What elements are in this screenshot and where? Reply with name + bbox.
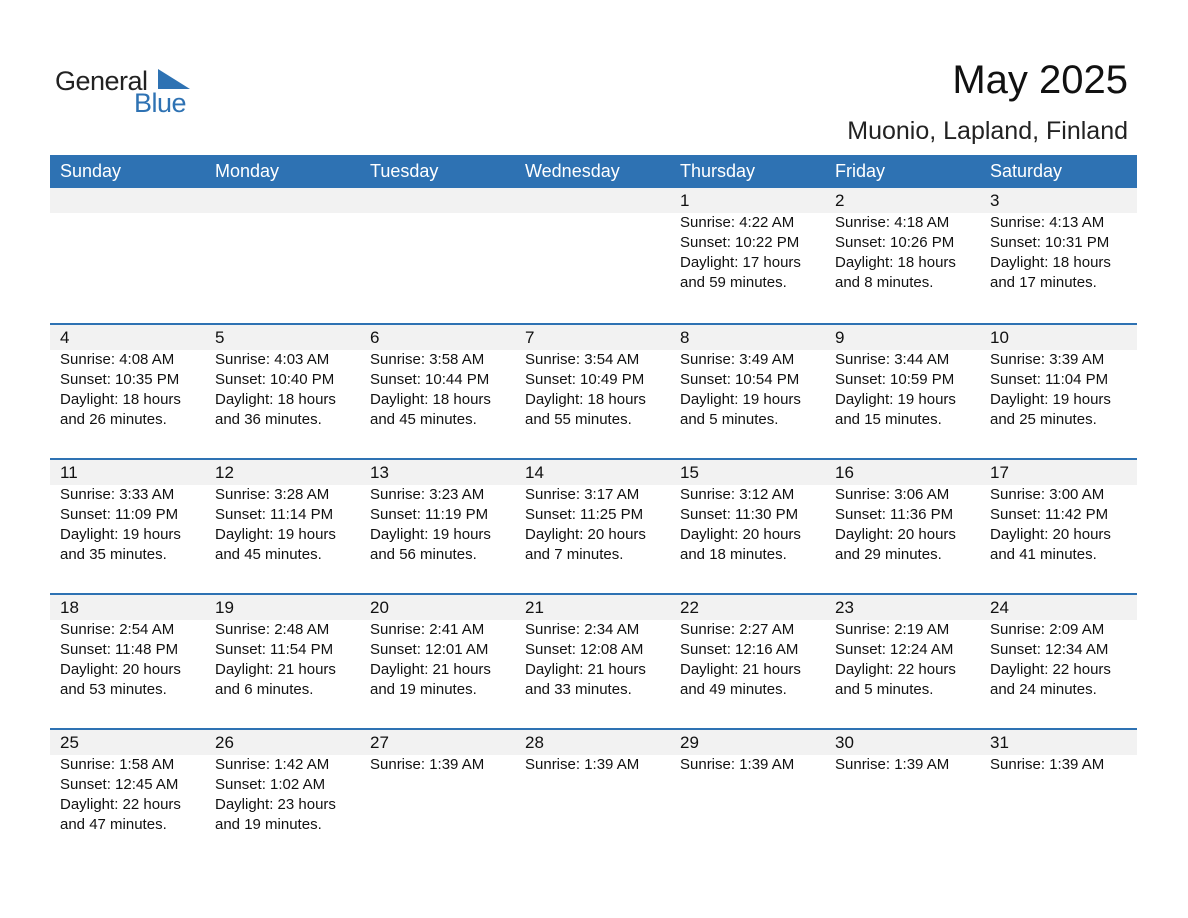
day-sun-info: Sunrise: 3:28 AM	[215, 486, 330, 503]
day-number: 20	[370, 598, 389, 617]
day-cell	[50, 730, 205, 835]
day-sun-info: Daylight: 18 hours	[215, 391, 336, 408]
weekday-label: Wednesday	[525, 161, 620, 181]
day-cell	[50, 595, 205, 700]
day-sun-info: Daylight: 21 hours	[370, 661, 491, 678]
day-sun-info: Sunset: 1:02 AM	[215, 776, 326, 793]
day-sun-info: and 49 minutes.	[680, 681, 787, 698]
day-sun-info: and 33 minutes.	[525, 681, 632, 698]
day-sun-info: Daylight: 21 hours	[680, 661, 801, 678]
day-sun-info: and 26 minutes.	[60, 411, 167, 428]
day-number: 17	[990, 463, 1009, 482]
day-sun-info: Sunset: 11:30 PM	[680, 506, 799, 523]
weekday-label: Tuesday	[370, 161, 439, 181]
day-sun-info: Sunrise: 2:27 AM	[680, 621, 795, 638]
day-sun-info: Sunset: 11:25 PM	[525, 506, 644, 523]
day-sun-info: Sunrise: 3:49 AM	[680, 351, 795, 368]
day-sun-info: Daylight: 20 hours	[680, 526, 801, 543]
page-title: May 2025	[952, 58, 1128, 102]
day-number: 11	[60, 463, 78, 482]
day-sun-info: Sunrise: 2:54 AM	[60, 621, 175, 638]
day-sun-info: Sunrise: 3:06 AM	[835, 486, 950, 503]
day-number	[370, 188, 515, 213]
day-number: 19	[215, 598, 234, 617]
day-cell	[515, 188, 670, 293]
day-sun-info: Daylight: 19 hours	[990, 391, 1111, 408]
day-sun-info: Sunrise: 1:58 AM	[60, 756, 175, 773]
day-sun-info: Daylight: 18 hours	[835, 254, 956, 271]
day-cell	[50, 188, 205, 293]
day-sun-info: Sunrise: 2:48 AM	[215, 621, 330, 638]
day-cell	[360, 460, 515, 565]
day-sun-info: Sunset: 10:40 PM	[215, 371, 335, 388]
day-number: 22	[680, 598, 699, 617]
day-cell	[360, 730, 515, 835]
day-sun-info: Sunrise: 4:18 AM	[835, 214, 950, 231]
day-sun-info: Daylight: 20 hours	[60, 661, 181, 678]
calendar-week	[50, 323, 1137, 458]
day-cell	[50, 325, 205, 430]
day-sun-info: Sunrise: 1:42 AM	[215, 756, 330, 773]
day-number: 5	[215, 328, 225, 347]
weekday-label: Friday	[835, 161, 886, 181]
day-number: 30	[835, 733, 854, 752]
day-sun-info: Sunrise: 3:44 AM	[835, 351, 950, 368]
day-sun-info: Sunset: 10:31 PM	[990, 234, 1110, 251]
day-sun-info: and 47 minutes.	[60, 816, 167, 833]
day-sun-info: Sunset: 10:44 PM	[370, 371, 490, 388]
day-sun-info: and 5 minutes.	[680, 411, 779, 428]
day-sun-info: and 29 minutes.	[835, 546, 942, 563]
day-number: 7	[525, 328, 535, 347]
day-sun-info: Sunset: 12:24 AM	[835, 641, 954, 658]
day-sun-info: Daylight: 20 hours	[990, 526, 1111, 543]
day-number: 21	[525, 598, 544, 617]
day-sun-info: and 19 minutes.	[370, 681, 477, 698]
day-sun-info: Sunset: 12:16 AM	[680, 641, 799, 658]
day-number: 28	[525, 733, 544, 752]
day-sun-info: Sunrise: 3:17 AM	[525, 486, 640, 503]
day-number	[215, 188, 360, 213]
day-number: 23	[835, 598, 854, 617]
day-sun-info: and 59 minutes.	[680, 274, 787, 291]
day-sun-info: Sunset: 11:04 PM	[990, 371, 1109, 388]
day-sun-info: Sunset: 11:19 PM	[370, 506, 489, 523]
day-number: 4	[60, 328, 70, 347]
day-sun-info: Sunrise: 3:58 AM	[370, 351, 485, 368]
day-sun-info: Daylight: 17 hours	[680, 254, 801, 271]
day-cell	[50, 460, 205, 565]
day-cell	[980, 460, 1137, 565]
day-cell	[205, 595, 360, 700]
day-cell	[825, 595, 980, 700]
day-number: 27	[370, 733, 389, 752]
day-number: 24	[990, 598, 1009, 617]
day-cell	[515, 595, 670, 700]
week-days	[50, 325, 1137, 430]
calendar-week	[50, 188, 1137, 323]
day-sun-info: Daylight: 22 hours	[990, 661, 1111, 678]
day-sun-info: Sunrise: 1:39 AM	[680, 756, 795, 773]
day-sun-info: Sunrise: 3:23 AM	[370, 486, 485, 503]
day-sun-info: and 5 minutes.	[835, 681, 934, 698]
day-cell	[360, 188, 515, 293]
day-sun-info: Sunrise: 2:34 AM	[525, 621, 640, 638]
day-sun-info: and 55 minutes.	[525, 411, 632, 428]
day-cell	[980, 325, 1137, 430]
calendar-weeks	[50, 188, 1137, 863]
day-number: 26	[215, 733, 234, 752]
day-number: 1	[680, 191, 690, 210]
day-number: 2	[835, 191, 845, 210]
day-sun-info: Sunrise: 2:41 AM	[370, 621, 485, 638]
weekday-label: Monday	[215, 161, 280, 181]
day-sun-info: and 17 minutes.	[990, 274, 1097, 291]
day-sun-info: Sunrise: 3:54 AM	[525, 351, 640, 368]
day-cell	[980, 730, 1137, 835]
day-sun-info: Daylight: 23 hours	[215, 796, 336, 813]
day-sun-info: Daylight: 19 hours	[60, 526, 181, 543]
day-sun-info: and 56 minutes.	[370, 546, 477, 563]
day-cell	[360, 595, 515, 700]
calendar-week	[50, 728, 1137, 863]
day-sun-info: Sunset: 12:08 AM	[525, 641, 644, 658]
day-sun-info: and 18 minutes.	[680, 546, 787, 563]
day-sun-info: and 19 minutes.	[215, 816, 322, 833]
day-number	[525, 188, 670, 213]
day-sun-info: and 6 minutes.	[215, 681, 314, 698]
day-sun-info: Daylight: 19 hours	[835, 391, 956, 408]
weekday-header	[50, 155, 1137, 188]
day-sun-info: Sunset: 10:54 PM	[680, 371, 800, 388]
day-sun-info: and 36 minutes.	[215, 411, 322, 428]
day-sun-info: and 15 minutes.	[835, 411, 942, 428]
day-sun-info: Daylight: 20 hours	[835, 526, 956, 543]
day-number: 12	[215, 463, 234, 482]
day-sun-info: Sunset: 12:45 AM	[60, 776, 179, 793]
day-cell	[980, 595, 1137, 700]
day-cell	[515, 325, 670, 430]
day-sun-info: Sunrise: 4:03 AM	[215, 351, 330, 368]
day-cell	[205, 730, 360, 835]
day-sun-info: Daylight: 18 hours	[990, 254, 1111, 271]
week-days	[50, 730, 1137, 835]
day-sun-info: Daylight: 22 hours	[835, 661, 956, 678]
day-sun-info: Sunset: 10:35 PM	[60, 371, 180, 388]
day-cell	[515, 460, 670, 565]
day-sun-info: and 35 minutes.	[60, 546, 167, 563]
logo-triangle-icon	[158, 69, 190, 89]
day-sun-info: Sunrise: 3:33 AM	[60, 486, 175, 503]
weekday-label: Saturday	[990, 161, 1063, 181]
day-cell	[825, 325, 980, 430]
day-sun-info: Daylight: 22 hours	[60, 796, 181, 813]
day-sun-info: Sunrise: 3:12 AM	[680, 486, 795, 503]
day-cell	[825, 730, 980, 835]
day-sun-info: Sunset: 12:34 AM	[990, 641, 1109, 658]
day-cell	[670, 460, 825, 565]
weekday-label: Thursday	[680, 161, 756, 181]
day-cell	[205, 460, 360, 565]
day-sun-info: Sunrise: 2:19 AM	[835, 621, 950, 638]
day-sun-info: and 45 minutes.	[370, 411, 477, 428]
day-cell	[670, 730, 825, 835]
day-number: 31	[990, 733, 1009, 752]
week-days	[50, 188, 1137, 293]
day-number: 9	[835, 328, 845, 347]
day-number: 29	[680, 733, 699, 752]
logo-word-general: General	[55, 66, 148, 96]
day-sun-info: and 24 minutes.	[990, 681, 1097, 698]
day-sun-info: and 25 minutes.	[990, 411, 1097, 428]
day-cell	[980, 188, 1137, 293]
day-sun-info: Sunset: 10:26 PM	[835, 234, 955, 251]
day-sun-info: Sunset: 10:49 PM	[525, 371, 645, 388]
day-cell	[205, 325, 360, 430]
week-days	[50, 595, 1137, 700]
day-cell	[670, 325, 825, 430]
day-sun-info: Sunrise: 3:39 AM	[990, 351, 1105, 368]
day-sun-info: Daylight: 19 hours	[680, 391, 801, 408]
day-sun-info: Daylight: 20 hours	[525, 526, 646, 543]
day-sun-info: Sunset: 11:48 PM	[60, 641, 179, 658]
day-sun-info: Daylight: 18 hours	[60, 391, 181, 408]
day-cell	[825, 460, 980, 565]
day-number: 14	[525, 463, 544, 482]
day-sun-info: and 45 minutes.	[215, 546, 322, 563]
day-cell	[670, 595, 825, 700]
day-cell	[515, 730, 670, 835]
day-sun-info: Sunset: 11:42 PM	[990, 506, 1109, 523]
day-number: 15	[680, 463, 699, 482]
day-cell	[205, 188, 360, 293]
day-sun-info: Sunset: 11:09 PM	[60, 506, 179, 523]
calendar-week	[50, 593, 1137, 728]
day-sun-info: Daylight: 21 hours	[525, 661, 646, 678]
day-cell	[360, 325, 515, 430]
day-number: 10	[990, 328, 1009, 347]
day-number: 8	[680, 328, 690, 347]
day-number: 18	[60, 598, 79, 617]
day-sun-info: and 8 minutes.	[835, 274, 934, 291]
logo	[55, 62, 205, 122]
day-cell	[670, 188, 825, 293]
day-sun-info: Sunrise: 1:39 AM	[370, 756, 485, 773]
day-number: 6	[370, 328, 380, 347]
day-sun-info: Daylight: 18 hours	[525, 391, 646, 408]
day-sun-info: and 41 minutes.	[990, 546, 1097, 563]
day-sun-info: Daylight: 21 hours	[215, 661, 336, 678]
day-sun-info: Sunset: 11:36 PM	[835, 506, 954, 523]
day-number: 25	[60, 733, 79, 752]
day-sun-info: Sunset: 11:14 PM	[215, 506, 334, 523]
day-sun-info: Sunset: 11:54 PM	[215, 641, 334, 658]
week-days	[50, 460, 1137, 565]
logo-word-blue: Blue	[134, 88, 187, 118]
day-sun-info: Sunset: 12:01 AM	[370, 641, 489, 658]
day-sun-info: and 7 minutes.	[525, 546, 624, 563]
weekday-label: Sunday	[60, 161, 122, 181]
day-sun-info: Daylight: 18 hours	[370, 391, 491, 408]
day-number: 13	[370, 463, 389, 482]
day-sun-info: Sunset: 10:59 PM	[835, 371, 955, 388]
day-sun-info: Sunrise: 4:08 AM	[60, 351, 175, 368]
day-sun-info: Sunrise: 4:22 AM	[680, 214, 795, 231]
day-sun-info: Sunrise: 1:39 AM	[525, 756, 640, 773]
day-number	[60, 188, 205, 213]
day-number: 16	[835, 463, 854, 482]
day-cell	[825, 188, 980, 293]
day-sun-info: Sunrise: 1:39 AM	[990, 756, 1105, 773]
day-sun-info: Sunset: 10:22 PM	[680, 234, 800, 251]
calendar	[50, 155, 1137, 863]
day-sun-info: Daylight: 19 hours	[215, 526, 336, 543]
day-sun-info: Sunrise: 1:39 AM	[835, 756, 950, 773]
day-sun-info: Sunrise: 2:09 AM	[990, 621, 1105, 638]
day-number: 3	[990, 191, 1000, 210]
location-subtitle: Muonio, Lapland, Finland	[847, 117, 1128, 145]
calendar-week	[50, 458, 1137, 593]
day-sun-info: Daylight: 19 hours	[370, 526, 491, 543]
day-sun-info: Sunrise: 4:13 AM	[990, 214, 1105, 231]
day-sun-info: and 53 minutes.	[60, 681, 167, 698]
day-sun-info: Sunrise: 3:00 AM	[990, 486, 1105, 503]
